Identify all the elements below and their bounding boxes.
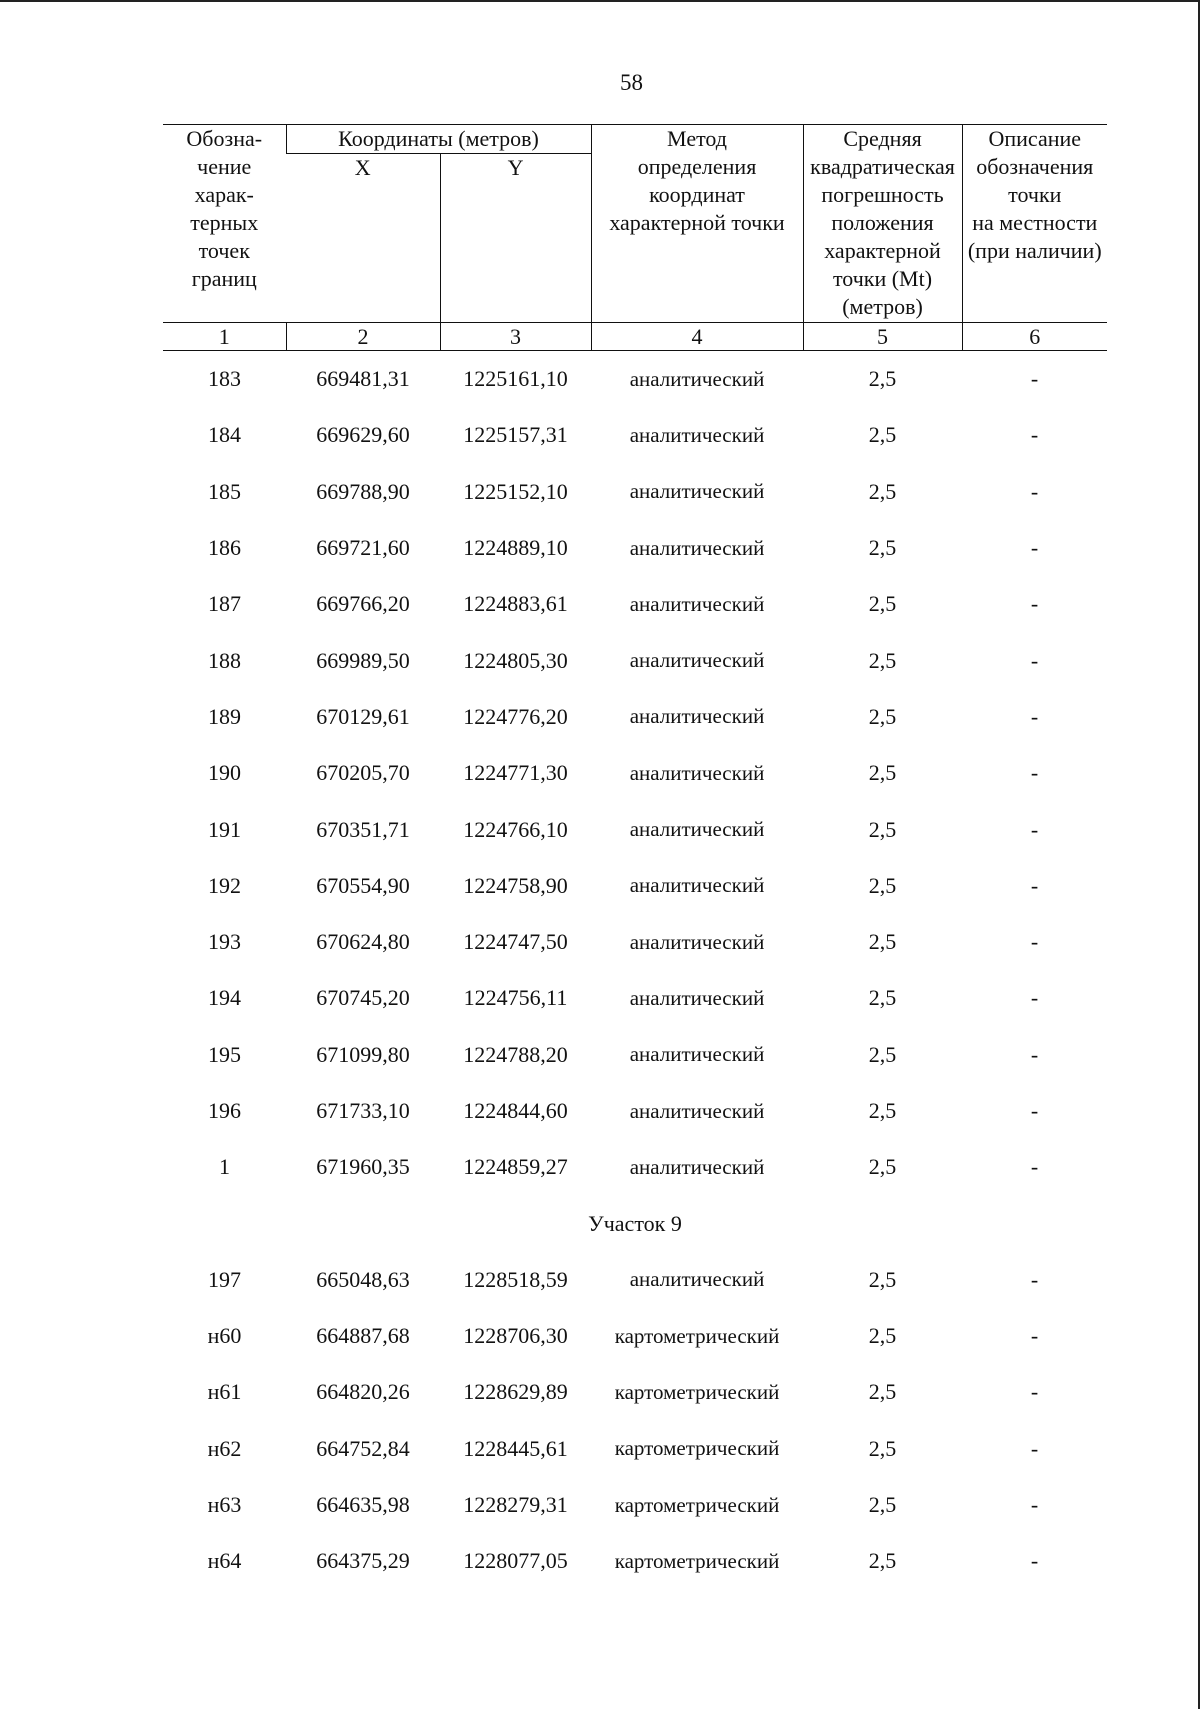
cell-coord-y: 1224805,30 [463, 647, 568, 673]
table-row [163, 1308, 1107, 1364]
table-row [163, 1477, 1107, 1533]
header-line: (при наличии) [967, 238, 1102, 263]
cell-point-id: 187 [208, 591, 241, 617]
cell-method: аналитический [629, 422, 765, 447]
table-row [163, 914, 1107, 970]
cell-description: - [1030, 985, 1039, 1011]
cell-mean-error: 2,5 [868, 872, 897, 898]
header-line: терных [190, 210, 259, 235]
cell-coord-y: 1225152,10 [463, 478, 568, 504]
cell-coord-x: 671960,35 [316, 1154, 410, 1180]
cell-coord-y: 1228279,31 [463, 1492, 568, 1518]
cell-coord-y: 1228445,61 [463, 1435, 568, 1461]
header-line: точки [1008, 182, 1062, 207]
cell-description: - [1030, 929, 1039, 955]
cell-point-id: 184 [208, 422, 241, 448]
cell-point-id: 1 [219, 1154, 230, 1180]
header-line: характерной точки [609, 210, 785, 235]
cell-mean-error: 2,5 [868, 1435, 897, 1461]
table-row [163, 632, 1107, 688]
header-line: точек [198, 238, 250, 263]
table-row [163, 1533, 1107, 1589]
cell-point-id: 195 [208, 1041, 241, 1067]
table-header [163, 125, 1107, 351]
cell-point-id: н61 [207, 1379, 242, 1405]
cell-coord-y: 1228706,30 [463, 1323, 568, 1349]
cell-method: аналитический [629, 817, 765, 842]
cell-coord-y: 1224859,27 [463, 1154, 568, 1180]
table-row [163, 858, 1107, 914]
cell-coord-y: 1224756,11 [463, 985, 568, 1011]
cell-coord-y: 1224788,20 [463, 1041, 568, 1067]
cell-point-id: 186 [208, 535, 241, 561]
cell-method: аналитический [629, 929, 765, 954]
header-coordinates: Координаты (метров) [286, 125, 591, 154]
header-number: 3 [440, 323, 591, 351]
header-x: X [354, 155, 371, 180]
header-line: точки (Mt) [832, 266, 933, 291]
table-row [163, 689, 1107, 745]
cell-coord-y: 1228077,05 [463, 1548, 568, 1574]
cell-mean-error: 2,5 [868, 703, 897, 729]
cell-coord-y: 1228629,89 [463, 1379, 568, 1405]
header-line: Метод [667, 126, 727, 151]
cell-coord-x: 671733,10 [316, 1098, 410, 1123]
cell-method: картометрический [614, 1492, 780, 1517]
header-line: положения [831, 210, 934, 235]
header-line: Обозна- [186, 126, 263, 151]
header-line: (метров) [842, 294, 923, 319]
cell-coord-x: 669766,20 [316, 591, 410, 617]
cell-coord-x: 670624,80 [316, 929, 410, 955]
cell-coord-x: 671099,80 [316, 1041, 410, 1067]
cell-coord-y: 1224883,61 [463, 591, 568, 617]
cell-method: аналитический [629, 704, 765, 729]
cell-description: - [1030, 591, 1039, 617]
cell-description: - [1030, 422, 1039, 448]
cell-mean-error: 2,5 [868, 1098, 897, 1123]
cell-description: - [1030, 703, 1039, 729]
header-line: погрешность [821, 182, 944, 207]
cell-method: аналитический [629, 1267, 765, 1292]
section-row [163, 1195, 1107, 1251]
table-row [163, 407, 1107, 463]
table-body [163, 351, 1107, 1590]
cell-mean-error: 2,5 [868, 535, 897, 561]
cell-point-id: н63 [207, 1492, 242, 1518]
cell-mean-error: 2,5 [868, 760, 897, 786]
cell-method: картометрический [614, 1436, 780, 1461]
header-line: Средняя [843, 126, 922, 151]
header-line: квадратическая [810, 154, 955, 179]
cell-mean-error: 2,5 [868, 366, 897, 392]
cell-description: - [1030, 478, 1039, 504]
table-row [163, 1252, 1107, 1308]
table-row [163, 464, 1107, 520]
cell-coord-y: 1224747,50 [463, 929, 568, 955]
cell-coord-x: 669481,31 [316, 366, 410, 392]
table-row [163, 1139, 1107, 1195]
cell-coord-y: 1225161,10 [463, 366, 568, 392]
cell-method: аналитический [629, 1098, 765, 1123]
cell-method: аналитический [629, 873, 765, 898]
page-number: 58 [620, 70, 643, 95]
table-row [163, 351, 1107, 408]
cell-mean-error: 2,5 [868, 1266, 897, 1292]
cell-coord-x: 664820,26 [316, 1379, 410, 1405]
cell-point-id: 191 [208, 816, 241, 842]
cell-coord-x: 670554,90 [316, 872, 410, 898]
cell-coord-x: 670129,61 [316, 703, 410, 729]
cell-description: - [1030, 1379, 1039, 1405]
table-row [163, 576, 1107, 632]
cell-coord-y: 1225157,31 [463, 422, 568, 448]
cell-description: - [1030, 366, 1039, 392]
cell-method: картометрический [614, 1323, 780, 1348]
header-line: на местности [972, 210, 1098, 235]
header-number: 4 [591, 323, 803, 351]
table-row [163, 1083, 1107, 1139]
cell-coord-x: 670205,70 [316, 760, 410, 786]
header-line: границ [191, 266, 257, 291]
cell-coord-x: 664752,84 [316, 1435, 410, 1461]
cell-mean-error: 2,5 [868, 816, 897, 842]
cell-point-id: 196 [208, 1098, 241, 1123]
cell-point-id: 193 [208, 929, 241, 955]
cell-point-id: н62 [207, 1435, 242, 1461]
cell-description: - [1030, 1435, 1039, 1461]
cell-point-id: 197 [208, 1266, 241, 1292]
header-description [962, 125, 1107, 323]
cell-method: аналитический [629, 1154, 765, 1179]
cell-mean-error: 2,5 [868, 1548, 897, 1574]
page-border-top [0, 0, 1200, 2]
cell-method: аналитический [629, 591, 765, 616]
table-row [163, 1364, 1107, 1420]
cell-description: - [1030, 535, 1039, 561]
cell-coord-y: 1224776,20 [463, 703, 568, 729]
cell-coord-x: 669989,50 [316, 647, 410, 673]
cell-point-id: 185 [208, 478, 241, 504]
cell-description: - [1030, 760, 1039, 786]
cell-method: аналитический [629, 1042, 765, 1067]
cell-coord-x: 669721,60 [316, 535, 410, 561]
cell-point-id: 194 [208, 985, 241, 1011]
cell-method: аналитический [629, 366, 765, 391]
cell-method: картометрический [614, 1548, 780, 1573]
cell-coord-y: 1224889,10 [463, 535, 568, 561]
header-line: харак- [194, 182, 254, 207]
header-line: координат [649, 182, 745, 207]
table-row [163, 801, 1107, 857]
cell-mean-error: 2,5 [868, 1492, 897, 1518]
header-point-designation [163, 125, 286, 323]
cell-description: - [1030, 1548, 1039, 1574]
cell-point-id: н64 [207, 1548, 242, 1574]
cell-method: аналитический [629, 535, 765, 560]
cell-method: аналитический [629, 760, 765, 785]
header-mean-error [803, 125, 962, 323]
cell-mean-error: 2,5 [868, 591, 897, 617]
cell-coord-x: 665048,63 [316, 1266, 410, 1292]
cell-coord-x: 669788,90 [316, 478, 410, 504]
header-line: определения [637, 154, 757, 179]
cell-coord-y: 1224766,10 [463, 816, 568, 842]
cell-point-id: н60 [207, 1323, 242, 1349]
cell-method: картометрический [614, 1379, 780, 1404]
header-line: характерной [824, 238, 941, 263]
cell-coord-y: 1228518,59 [463, 1266, 568, 1292]
cell-mean-error: 2,5 [868, 929, 897, 955]
cell-point-id: 192 [208, 872, 241, 898]
coordinates-table [163, 124, 1107, 1590]
cell-coord-x: 670745,20 [316, 985, 410, 1011]
cell-mean-error: 2,5 [868, 985, 897, 1011]
cell-method: аналитический [629, 985, 765, 1010]
cell-coord-x: 669629,60 [316, 422, 410, 448]
header-number: 1 [163, 323, 286, 351]
cell-method: аналитический [629, 648, 765, 673]
cell-point-id: 183 [208, 366, 241, 392]
header-y: Y [440, 154, 591, 323]
table-row [163, 520, 1107, 576]
cell-coord-x: 664635,98 [316, 1492, 410, 1518]
table-row [163, 745, 1107, 801]
cell-point-id: 188 [208, 647, 241, 673]
cell-description: - [1030, 1098, 1039, 1123]
cell-description: - [1030, 816, 1039, 842]
cell-description: - [1030, 1323, 1039, 1349]
cell-point-id: 189 [208, 703, 241, 729]
cell-method: аналитический [629, 479, 765, 504]
cell-mean-error: 2,5 [868, 1323, 897, 1349]
cell-mean-error: 2,5 [868, 1379, 897, 1405]
cell-coord-y: 1224758,90 [463, 872, 568, 898]
cell-mean-error: 2,5 [868, 647, 897, 673]
cell-description: - [1030, 1041, 1039, 1067]
header-number: 2 [286, 323, 440, 351]
cell-mean-error: 2,5 [868, 1041, 897, 1067]
cell-mean-error: 2,5 [868, 478, 897, 504]
cell-description: - [1030, 1492, 1039, 1518]
header-number: 6 [962, 323, 1107, 351]
table-row [163, 1027, 1107, 1083]
cell-description: - [1030, 647, 1039, 673]
table-row [163, 1421, 1107, 1477]
cell-coord-y: 1224844,60 [463, 1098, 568, 1123]
header-number: 5 [803, 323, 962, 351]
header-line: чение [197, 154, 252, 179]
section-title: Участок 9 [588, 1210, 682, 1236]
cell-coord-x: 664375,29 [316, 1548, 410, 1574]
cell-description: - [1030, 1154, 1039, 1180]
cell-mean-error: 2,5 [868, 422, 897, 448]
cell-mean-error: 2,5 [868, 1154, 897, 1180]
cell-point-id: 190 [208, 760, 241, 786]
cell-coord-y: 1224771,30 [463, 760, 568, 786]
header-line: обозначения [976, 154, 1094, 179]
cell-description: - [1030, 1266, 1039, 1292]
cell-coord-x: 664887,68 [316, 1323, 410, 1349]
table-row [163, 970, 1107, 1026]
cell-coord-x: 670351,71 [316, 816, 410, 842]
header-line: Описание [988, 126, 1082, 151]
cell-description: - [1030, 872, 1039, 898]
header-method [591, 125, 803, 323]
